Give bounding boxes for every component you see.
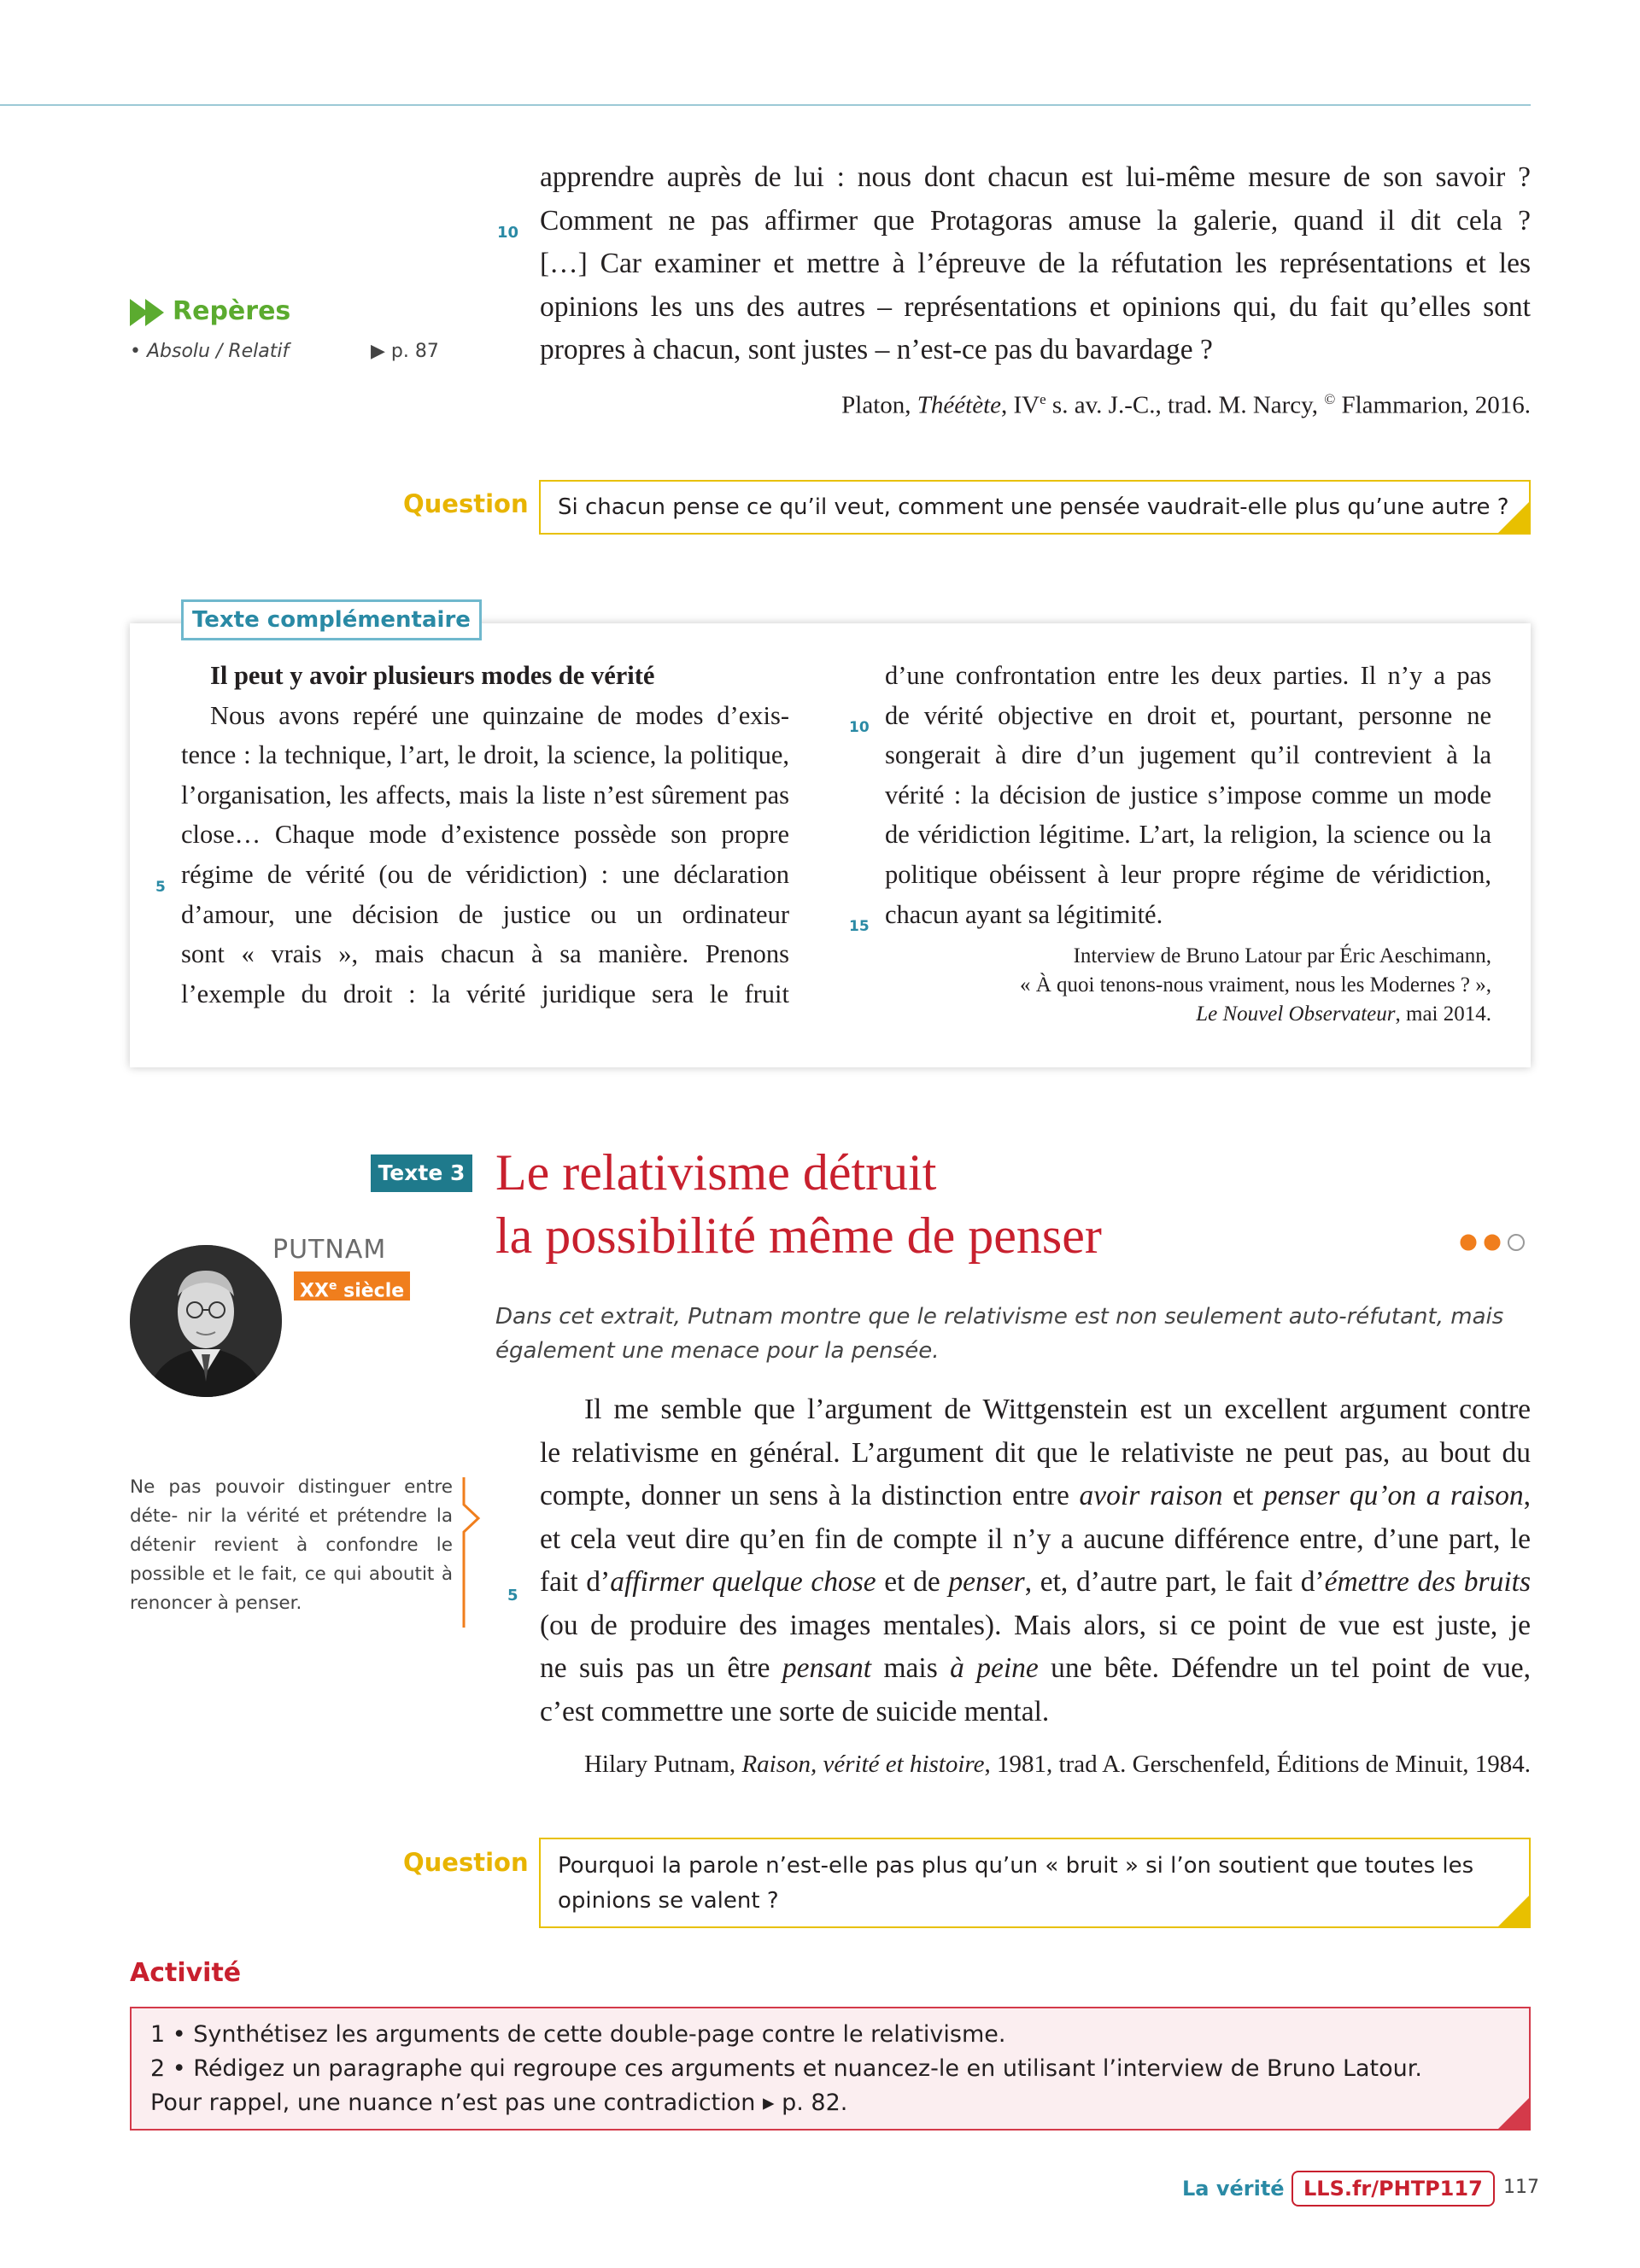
body-line	[540, 1518, 1531, 1562]
body-line	[540, 1432, 1531, 1476]
author-century-badge	[294, 1271, 410, 1301]
complementary-line: de vérité objective en droit et, pourtant, personne ne	[885, 700, 1491, 730]
reperes-item[interactable]: • Absolu / Relatif	[130, 341, 290, 362]
difficulty-dot	[1508, 1235, 1524, 1250]
citation-rest: , 1981, trad A. Gerschenfeld, Éditions de Minuit, 1984.	[984, 1751, 1531, 1778]
body-italic: pensant	[782, 1652, 872, 1684]
citation-line	[1020, 1000, 1491, 1029]
texte3-citation	[584, 1751, 1531, 1779]
texte3-title	[495, 1141, 1102, 1267]
citation-sup: e	[1040, 391, 1046, 407]
top-rule	[0, 104, 1531, 106]
text2-line: […] Car examiner et mettre à l’épreuve de la réfutation les représentations et les	[540, 248, 1531, 279]
text2-line: propres à chacun, sont justes – n’est-ce pas du bavardage ?	[540, 334, 1213, 365]
complementary-line: Nous avons repéré une quinzaine de modes d’exis-	[210, 700, 789, 730]
body-italic: à peine	[950, 1652, 1039, 1684]
question-corner	[1496, 1894, 1531, 1928]
body-italic: affirmer quelque chose	[610, 1566, 876, 1598]
complementary-line: politique obéissent à leur propre régime de véridiction,	[885, 859, 1491, 889]
texte3-paragraph	[507, 1388, 1532, 1733]
body-italic: penser qu’on a raison	[1262, 1480, 1524, 1511]
body-text: compte, donner un sens à la distinction entre	[540, 1480, 1080, 1511]
question-label: Question	[403, 1848, 529, 1877]
sidenote	[130, 1473, 453, 1618]
citation-line: « À quoi tenons-nous vraiment, nous les Modernes ? »,	[1019, 973, 1491, 997]
complementary-line: songerait à dire d’un jugement qu’il contrevient à la	[885, 740, 1491, 770]
body-text: ,	[1523, 1480, 1531, 1511]
complementary-line: l’organisation, les affects, mais la liste n’est sûrement pas	[181, 780, 789, 810]
difficulty-dot	[1485, 1235, 1500, 1250]
complementary-line: sont « vrais », mais chacun à sa manière. Prenons	[181, 939, 789, 969]
reperes-title: Repères	[173, 296, 291, 326]
question-text: Pourquoi la parole n’est-elle pas plus qu’un « bruit » si l’on soutient que toutes les	[558, 1853, 1474, 1879]
body-text: (ou de produire des images mentales). Mais alors, si ce point de vue est juste, je	[540, 1609, 1531, 1641]
body-italic: émettre des bruits	[1324, 1566, 1531, 1598]
activite-item: 2 • Rédigez un paragraphe qui regroupe ces arguments et nuancez-le en utilisant l’interview de Bruno Latour.	[150, 2055, 1422, 2082]
citation-author: Hilary Putnam,	[583, 1751, 742, 1778]
citation-line: Interview de Bruno Latour par Éric Aeschimann,	[1073, 944, 1491, 967]
complementary-heading: Il peut y avoir plusieurs modes de vérité	[210, 661, 655, 690]
complementary-line: tence : la technique, l’art, le droit, la science, la politique,	[181, 740, 789, 770]
activite-item: 1 • Synthétisez les arguments de cette double-page contre le relativisme.	[150, 2021, 1006, 2048]
body-text: Il me semble que l’argument de Wittgenstein est un excellent argument contre	[584, 1394, 1531, 1425]
activite-box	[130, 2007, 1531, 2131]
body-text: une bête. Défendre un tel point de vue,	[1038, 1652, 1532, 1684]
line-number: 15	[849, 918, 870, 935]
century-sup: e	[328, 1279, 337, 1293]
body-italic: penser	[948, 1566, 1025, 1598]
body-text: c’est commettre une sorte de suicide mental.	[540, 1695, 1050, 1727]
sidenote-text: Ne pas pouvoir distinguer entre déte- nir la vérité et prétendre la détenir revient à confondre le possible et le fait, ce qui aboutit à renoncer à penser.	[130, 1476, 453, 1614]
texte3-intro: Dans cet extrait, Putnam montre que le relativisme est non seulement auto-réfutant, mais également une menace pour la pensée.	[495, 1304, 1504, 1364]
body-line	[540, 1388, 1531, 1432]
body-text: mais	[871, 1652, 951, 1684]
complementary-line: de véridiction légitime. L’art, la religion, la science ou la	[885, 820, 1491, 850]
body-line	[540, 1691, 1531, 1734]
complementary-line: régime de vérité (ou de véridiction) : une déclaration	[181, 859, 789, 889]
body-text: et cela veut dire qu’en fin de compte il n’y a aucune différence entre, d’une part, le	[540, 1523, 1531, 1555]
footer-link[interactable]: LLS.fr/PHTP117	[1292, 2171, 1495, 2207]
portrait-image	[130, 1245, 282, 1397]
complementary-line: d’amour, une décision de justice ou un ordinateur	[181, 899, 789, 929]
body-line	[540, 1647, 1531, 1691]
author-name: PUTNAM	[272, 1235, 387, 1265]
body-text: ne suis pas un être	[540, 1652, 782, 1684]
question-corner	[1496, 500, 1531, 535]
footer-chapter: La vérité	[1182, 2177, 1285, 2201]
body-text: le relativisme en général. L’argument dit que le relativiste ne peut pas, au bout du	[540, 1436, 1531, 1469]
text2-line: opinions les uns des autres – représentations et opinions qui, du fait qu’elles sont	[540, 290, 1531, 323]
body-line	[540, 1561, 1531, 1605]
complementary-column-left	[155, 656, 789, 1014]
activite-title: Activité	[130, 1958, 242, 1988]
difficulty-dot	[1461, 1235, 1476, 1250]
century-text: XX	[300, 1280, 329, 1302]
complementary-line: vérité : la décision de justice s’impose comme un mode	[885, 780, 1491, 810]
double-arrow-icon	[130, 297, 169, 328]
text2-line: Comment ne pas affirmer que Protagoras amuse la galerie, quand il dit cela ?	[540, 204, 1531, 237]
body-text: fait d’	[540, 1566, 611, 1598]
copyright-sign: ©	[1324, 391, 1336, 407]
line-number: 5	[155, 879, 166, 896]
author-portrait	[130, 1245, 282, 1397]
texte3-tag: Texte 3	[371, 1154, 472, 1192]
complementary-line: l’exemple du droit : la vérité juridique sera le fruit	[181, 979, 789, 1008]
body-text: , et, d’autre part, le fait d’	[1024, 1566, 1325, 1598]
question-label: Question	[403, 489, 529, 518]
question-text: Si chacun pense ce qu’il veut, comment une pensée vaudrait-elle plus qu’une autre ?	[558, 494, 1509, 520]
title-line: la possibilité même de penser	[495, 1207, 1102, 1264]
citation-part: s. av. J.-C., trad. M. Narcy,	[1046, 391, 1325, 419]
citation-author: Platon,	[841, 391, 917, 419]
citation-work: Théétète	[917, 391, 1001, 419]
citation-date: , mai 2014.	[1395, 1002, 1491, 1026]
citation-part: , IV	[1001, 391, 1040, 419]
text2-line: apprendre auprès de lui : nous dont chacun est lui-même mesure de son savoir ?	[540, 161, 1531, 193]
page-number: 117	[1503, 2177, 1539, 2198]
complementary-citation	[1020, 942, 1491, 1029]
question-text: opinions se valent ?	[558, 1888, 779, 1914]
difficulty-indicator	[1458, 1230, 1532, 1255]
body-line	[540, 1475, 1531, 1518]
line-number: 10	[849, 719, 870, 736]
reperes-page-link[interactable]: ▶ p. 87	[371, 341, 439, 362]
citation-part: Flammarion, 2016.	[1335, 391, 1531, 419]
complementary-column-right	[849, 656, 1491, 935]
body-italic: avoir raison	[1079, 1480, 1223, 1511]
citation-journal: Le Nouvel Observateur	[1196, 1002, 1396, 1026]
title-line: Le relativisme détruit	[495, 1144, 937, 1201]
activite-item[interactable]: Pour rappel, une nuance n’est pas une contradiction ▸ p. 82.	[150, 2090, 848, 2116]
sidenote-bracket	[461, 1476, 483, 1629]
complementary-label: Texte complémentaire	[181, 599, 482, 640]
citation-work: Raison, vérité et histoire	[741, 1751, 985, 1778]
line-number: 10	[497, 224, 519, 242]
line-number: 5	[507, 1587, 518, 1605]
text2-paragraph	[497, 156, 1531, 372]
complementary-line: close… Chaque mode d’existence possède son propre	[181, 820, 789, 850]
complementary-line: d’une confrontation entre les deux parties. Il n’y a pas	[885, 661, 1491, 690]
question-box	[539, 480, 1531, 535]
question-box	[539, 1838, 1531, 1928]
body-text: et	[1222, 1480, 1263, 1511]
century-text: siècle	[337, 1280, 405, 1302]
complementary-line: chacun ayant sa légitimité.	[885, 899, 1163, 929]
body-line	[540, 1605, 1531, 1648]
activite-corner	[1496, 2096, 1531, 2131]
text2-citation	[841, 391, 1531, 420]
body-text: et de	[876, 1566, 949, 1598]
